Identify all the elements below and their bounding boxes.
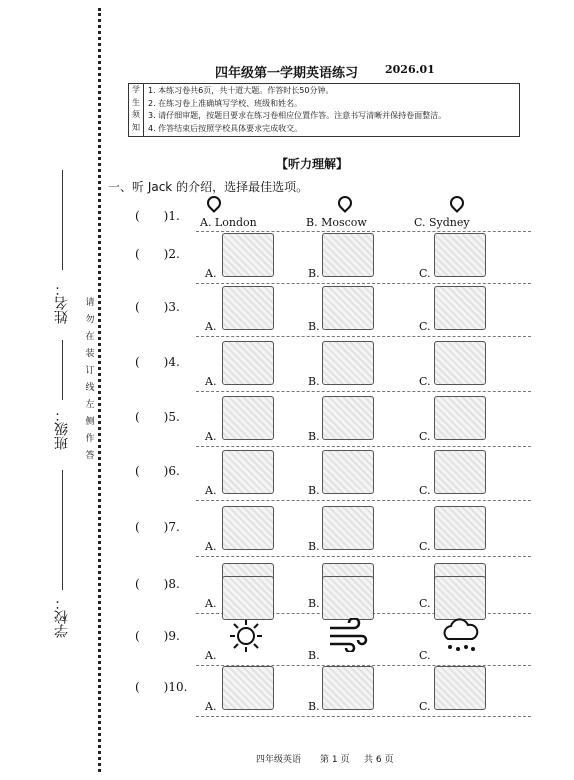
notice-side-label: 学 生 须 知	[129, 84, 144, 136]
footer-total: 共 6 页	[364, 755, 394, 765]
option-c[interactable]: C. Sydney	[414, 216, 470, 229]
option-c[interactable]: C.	[419, 375, 431, 388]
option-picture[interactable]	[222, 286, 274, 330]
option-picture[interactable]	[434, 666, 486, 710]
option-picture[interactable]	[322, 233, 374, 277]
option-b[interactable]: B.	[308, 484, 320, 497]
option-picture[interactable]	[322, 341, 374, 385]
option-a[interactable]: A.	[205, 430, 217, 443]
divider	[196, 716, 531, 717]
option-b[interactable]: B.	[308, 649, 320, 662]
option-picture[interactable]	[322, 576, 374, 620]
exam-date: 2026.01	[385, 63, 435, 76]
option-c[interactable]: C.	[419, 700, 431, 713]
notice-rows	[148, 85, 446, 135]
option-picture[interactable]	[222, 666, 274, 710]
rain-cloud-icon	[440, 615, 480, 655]
notice-row: 2. 在练习卷上准确填写学校、班级和姓名。	[148, 98, 303, 108]
option-a[interactable]: A.	[205, 320, 217, 333]
footer-page: 第 1 页	[320, 755, 350, 765]
notice-row: 4. 作答结束后按照学校具体要求完成收交。	[148, 123, 303, 133]
question-number[interactable]: ( )10.	[135, 680, 188, 694]
binding-warning: 请 勿 在 装 订 线 左 侧 作 答	[85, 298, 95, 461]
option-picture[interactable]	[222, 450, 274, 494]
school-line[interactable]	[62, 470, 63, 590]
option-b[interactable]: B.	[308, 267, 320, 280]
location-pin-icon	[204, 193, 224, 213]
location-pin-icon	[447, 193, 467, 213]
option-picture[interactable]	[222, 576, 274, 620]
option-b[interactable]: B.	[308, 597, 320, 610]
option-picture[interactable]	[222, 341, 274, 385]
option-b[interactable]: B.	[308, 430, 320, 443]
divider	[196, 391, 531, 392]
part-instruction: 一、听 Jack 的介绍，选择最佳选项。	[108, 180, 309, 194]
question-number[interactable]: ( )4.	[135, 355, 180, 369]
option-picture[interactable]	[322, 450, 374, 494]
option-b[interactable]: B.	[308, 375, 320, 388]
notice-box	[128, 83, 520, 137]
option-a[interactable]: A.	[205, 375, 217, 388]
page-title: 四年级第一学期英语练习	[215, 66, 359, 81]
class-label: 班级：	[54, 408, 70, 450]
question-number[interactable]: ( )3.	[135, 300, 180, 314]
question-number[interactable]: ( )9.	[135, 629, 180, 643]
school-label: 学校：	[54, 596, 70, 638]
option-picture[interactable]	[322, 506, 374, 550]
section-title: 【听力理解】	[276, 157, 349, 171]
option-picture[interactable]	[434, 341, 486, 385]
option-b[interactable]: B.	[308, 320, 320, 333]
option-c[interactable]: C.	[419, 540, 431, 553]
divider	[196, 556, 531, 557]
question-number[interactable]: ( )7.	[135, 520, 180, 534]
notice-row: 1. 本练习卷共6页，共十道大题。作答时长50分钟。	[148, 86, 334, 95]
option-c[interactable]: C.	[419, 649, 431, 662]
option-c[interactable]: C.	[419, 484, 431, 497]
option-a[interactable]: A.	[205, 597, 217, 610]
binding-line	[98, 8, 101, 772]
option-picture[interactable]	[222, 396, 274, 440]
question-number[interactable]: ( )6.	[135, 464, 180, 478]
option-a[interactable]: A.	[205, 484, 217, 497]
option-picture[interactable]	[322, 286, 374, 330]
option-a[interactable]: A.	[205, 540, 217, 553]
option-a[interactable]: A.	[205, 700, 217, 713]
option-b[interactable]: B. Moscow	[306, 216, 367, 229]
option-picture[interactable]	[434, 450, 486, 494]
option-picture[interactable]	[322, 666, 374, 710]
notice-row: 3. 请仔细审题，按题目要求在练习卷相应位置作答。注意书写清晰并保持卷面整洁。	[148, 111, 447, 120]
option-c[interactable]: C.	[419, 597, 431, 610]
option-c[interactable]: C.	[419, 267, 431, 280]
class-line[interactable]	[62, 340, 63, 400]
option-picture[interactable]	[434, 506, 486, 550]
sun-icon	[228, 618, 264, 654]
divider	[196, 283, 531, 284]
option-picture[interactable]	[434, 576, 486, 620]
option-a[interactable]: A.	[205, 267, 217, 280]
option-picture[interactable]	[222, 506, 274, 550]
divider	[196, 500, 531, 501]
option-picture[interactable]	[434, 396, 486, 440]
question-number[interactable]: ( )5.	[135, 410, 180, 424]
name-label: 姓名：	[54, 282, 70, 324]
option-picture[interactable]	[434, 286, 486, 330]
option-picture[interactable]	[222, 233, 274, 277]
name-line[interactable]	[62, 170, 63, 270]
wind-icon	[328, 618, 368, 652]
option-c[interactable]: C.	[419, 320, 431, 333]
option-picture[interactable]	[434, 233, 486, 277]
question-number[interactable]: ( )8.	[135, 577, 180, 591]
option-b[interactable]: B.	[308, 540, 320, 553]
option-picture[interactable]	[322, 396, 374, 440]
option-a[interactable]: A.	[205, 649, 217, 662]
footer-subject: 四年级英语	[256, 755, 302, 765]
question-number[interactable]: ( )2.	[135, 247, 180, 261]
divider	[196, 336, 531, 337]
option-b[interactable]: B.	[308, 700, 320, 713]
divider	[196, 231, 531, 232]
option-a[interactable]: A. London	[200, 216, 257, 229]
divider	[196, 446, 531, 447]
option-c[interactable]: C.	[419, 430, 431, 443]
location-pin-icon	[335, 193, 355, 213]
question-number[interactable]: ( )1.	[135, 209, 180, 223]
